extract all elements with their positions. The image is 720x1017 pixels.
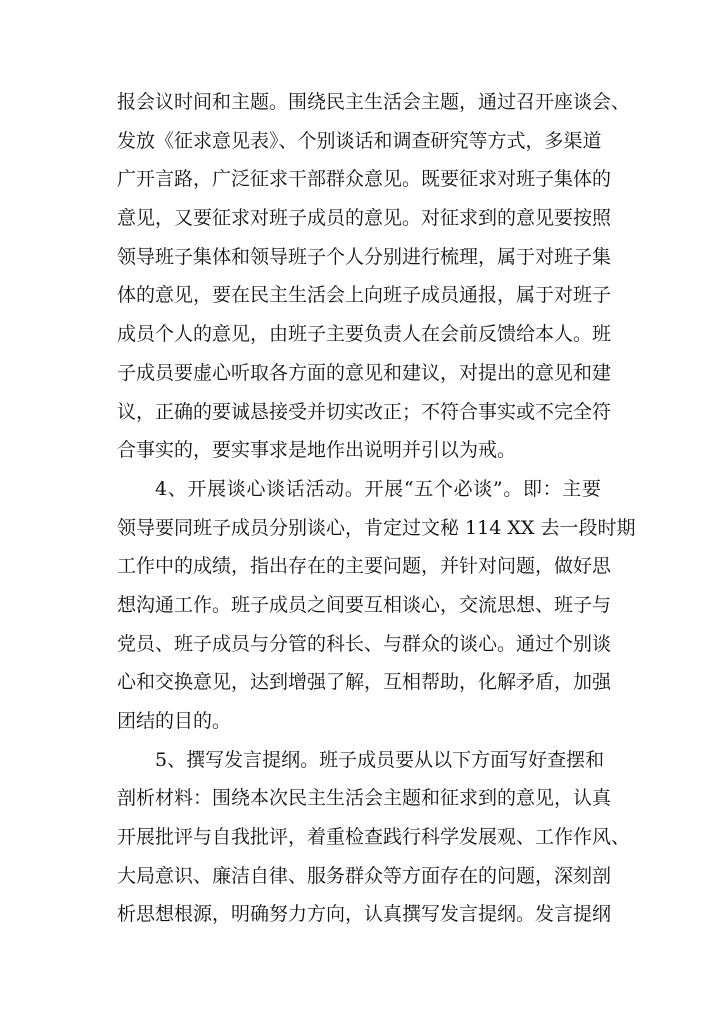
- text-line: 报会议时间和主题。围绕民主生活会主题，通过召开座谈会、: [117, 91, 631, 113]
- text-line: 想沟通工作。班子成员之间要互相谈心，交流思想、班子与: [117, 593, 612, 616]
- text-line: 广开言路，广泛征求干部群众意见。既要征求对班子集体的: [117, 168, 612, 191]
- text-line: 析思想根源，明确努力方向，认真撰写发言提纲。发言提纲: [117, 903, 612, 926]
- text-line: 议，正确的要诚恳接受并切实改正；不符合事实或不完全符: [117, 400, 612, 423]
- text-line: 党员、班子成员与分管的科长、与群众的谈心。通过个别谈: [117, 632, 612, 655]
- document-body: [117, 83, 636, 934]
- paragraph-meeting-opinions: [117, 83, 631, 470]
- text-line: 合事实的，要实事求是地作出说明并引以为戒。: [117, 439, 517, 462]
- text-line: 团结的目的。: [117, 710, 232, 732]
- text-line: 子成员要虚心听取各方面的意见和建议，对提出的意见和建: [117, 361, 612, 384]
- text-line: 体的意见，要在民主生活会上向班子成员通报，属于对班子: [117, 284, 612, 307]
- text-line: 开展批评与自我批评，着重检查践行科学发展观、工作作风、: [117, 826, 631, 849]
- text-line: 成员个人的意见，由班子主要负责人在会前反馈给本人。班: [117, 323, 612, 346]
- text-line: 领导班子集体和领导班子个人分别进行梳理，属于对班子集: [117, 245, 612, 268]
- text-line: 5、撰写发言提纲。班子成员要从以下方面写好查摆和: [155, 748, 605, 771]
- text-line: 大局意识、廉洁自律、服务群众等方面存在的问题，深刻剖: [117, 864, 612, 887]
- text-line: 意见，又要征求对班子成员的意见。对征求到的意见要按照: [117, 207, 612, 230]
- paragraph-item-4-heart-talks: [117, 470, 636, 741]
- paragraph-item-5-speech-outline: [117, 741, 631, 934]
- text-line: 4、开展谈心谈话活动。开展“五个必谈”。即：主要: [155, 477, 601, 500]
- text-line: 发放《征求意见表》、个别谈话和调查研究等方式，多渠道: [117, 129, 602, 152]
- text-line: 心和交换意见，达到增强了解，互相帮助，化解矛盾，加强: [117, 671, 612, 694]
- text-line: 剖析材料：围绕本次民主生活会主题和征求到的意见，认真: [117, 787, 612, 810]
- text-line: 工作中的成绩，指出存在的主要问题，并针对问题，做好思: [117, 555, 612, 578]
- text-line: 领导要同班子成员分别谈心，肯定过文秘 114 XX 去一段时期: [117, 516, 636, 539]
